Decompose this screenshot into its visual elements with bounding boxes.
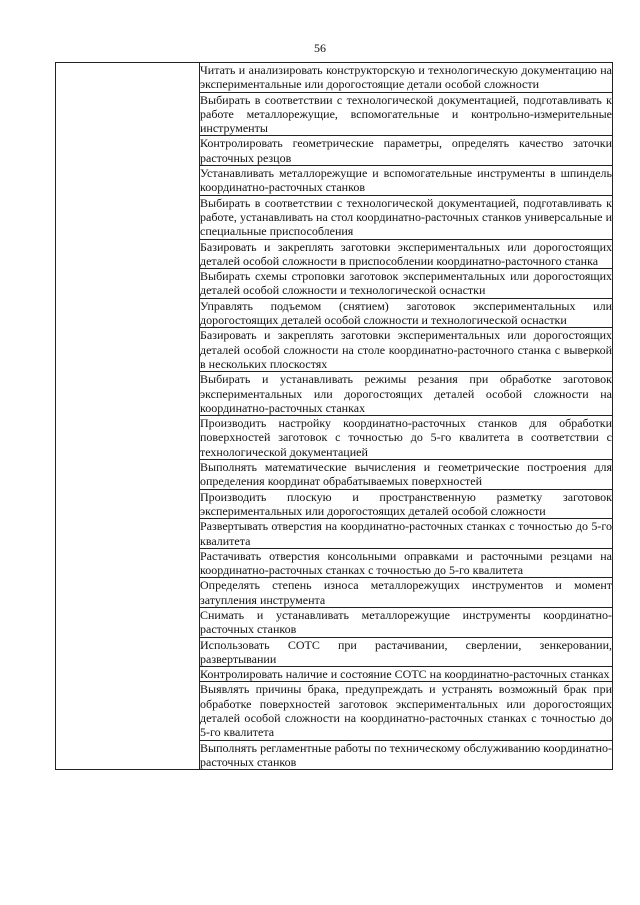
action-text: Растачивать отверстия консольными оправками и расточными резцами на координатно-расточных станках с точностью до 5-го квалитета bbox=[200, 548, 612, 578]
action-cell bbox=[200, 740, 613, 770]
action-text: Развертывать отверстия на координатно-расточных станках с точностью до 5-го квалитета bbox=[200, 519, 612, 548]
action-text: Определять степень износа металлорежущих инструментов и момент затупления инструмента bbox=[200, 578, 612, 607]
action-cell bbox=[200, 372, 613, 416]
action-text: Контролировать наличие и состояние СОТС на координатно-расточных станках bbox=[200, 667, 610, 682]
action-cell bbox=[200, 667, 613, 682]
action-cell bbox=[200, 328, 613, 372]
action-text: Выполнять регламентные работы по техническому обслуживанию координатно-расточных станков bbox=[200, 740, 612, 769]
action-cell bbox=[200, 519, 613, 549]
action-cell bbox=[200, 607, 613, 637]
action-text: Выбирать в соответствии с технологической документацией, подготавливать к работе, устанавливать на стол координатно-расточных станков универсальные и специальные приспособления bbox=[200, 195, 612, 239]
action-text: Снимать и устанавливать металлорежущие инструменты координатно-расточных станков bbox=[200, 607, 612, 637]
table-row bbox=[56, 63, 613, 93]
action-text: Производить настройку координатно-расточных станков для обработки поверхностей заготовок с точностью до 5-го квалитета в соответствии с технологической документацией bbox=[200, 416, 612, 459]
action-cell bbox=[200, 136, 613, 166]
action-text: Читать и анализировать конструкторскую и технологическую документацию на экспериментальные или дорогостоящие детали особой сложности bbox=[200, 63, 612, 92]
action-text: Устанавливать металлорежущие и вспомогательные инструменты в шпиндель координатно-расточных станков bbox=[200, 166, 612, 195]
action-text: Выбирать в соответствии с технологической документацией, подготавливать к работе металлорежущие, вспомогательные и контрольно-измерительные инструменты bbox=[200, 92, 612, 136]
action-text: Выполнять математические вычисления и геометрические построения для определения координат обрабатываемых поверхностей bbox=[200, 460, 612, 489]
action-cell bbox=[200, 460, 613, 490]
action-text: Базировать и закреплять заготовки экспериментальных или дорогостоящих деталей особой сложности в приспособлении координатно-расточного станка bbox=[200, 239, 612, 268]
action-text: Выявлять причины брака, предупреждать и устранять возможный брак при обработке поверхностей заготовок экспериментальных или дорогостоящих деталей особой сложности на координатно-расточных станках с точностью до 5-го квалитета bbox=[200, 682, 612, 740]
action-cell bbox=[200, 195, 613, 239]
action-text: Выбирать и устанавливать режимы резания при обработке заготовок экспериментальных или дорогостоящих деталей особой сложности на координатно-расточных станках bbox=[200, 372, 612, 415]
skills-table-body bbox=[56, 63, 613, 770]
page-number: 56 bbox=[314, 41, 326, 55]
action-cell bbox=[200, 269, 613, 299]
action-text: Базировать и закреплять заготовки экспериментальных или дорогостоящих деталей особой сложности на столе координатно-расточного станка с выверкой в нескольких плоскостях bbox=[200, 328, 612, 371]
action-cell bbox=[200, 239, 613, 269]
action-cell bbox=[200, 637, 613, 667]
action-text: Производить плоскую и пространственную разметку заготовок экспериментальных или дорогостоящих деталей особой сложности bbox=[200, 489, 612, 518]
action-text: Контролировать геометрические параметры, определять качество заточки расточных резцов bbox=[200, 136, 612, 165]
action-cell bbox=[200, 166, 613, 196]
action-cell bbox=[200, 548, 613, 578]
action-cell bbox=[200, 416, 613, 460]
action-cell bbox=[200, 298, 613, 328]
action-text: Использовать СОТС при растачивании, сверлении, зенкеровании, развертывании bbox=[200, 637, 612, 666]
action-cell bbox=[200, 63, 613, 93]
action-cell bbox=[200, 682, 613, 740]
action-text: Управлять подъемом (снятием) заготовок экспериментальных или дорогостоящих деталей особой сложности и технологической оснастки bbox=[200, 298, 612, 328]
action-cell bbox=[200, 489, 613, 519]
action-text: Выбирать схемы строповки заготовок экспериментальных или дорогостоящих деталей особой сложности и технологической оснастки bbox=[200, 269, 612, 298]
skills-table bbox=[55, 62, 613, 770]
action-cell bbox=[200, 578, 613, 608]
left-column-cell bbox=[56, 63, 200, 770]
action-cell bbox=[200, 92, 613, 136]
